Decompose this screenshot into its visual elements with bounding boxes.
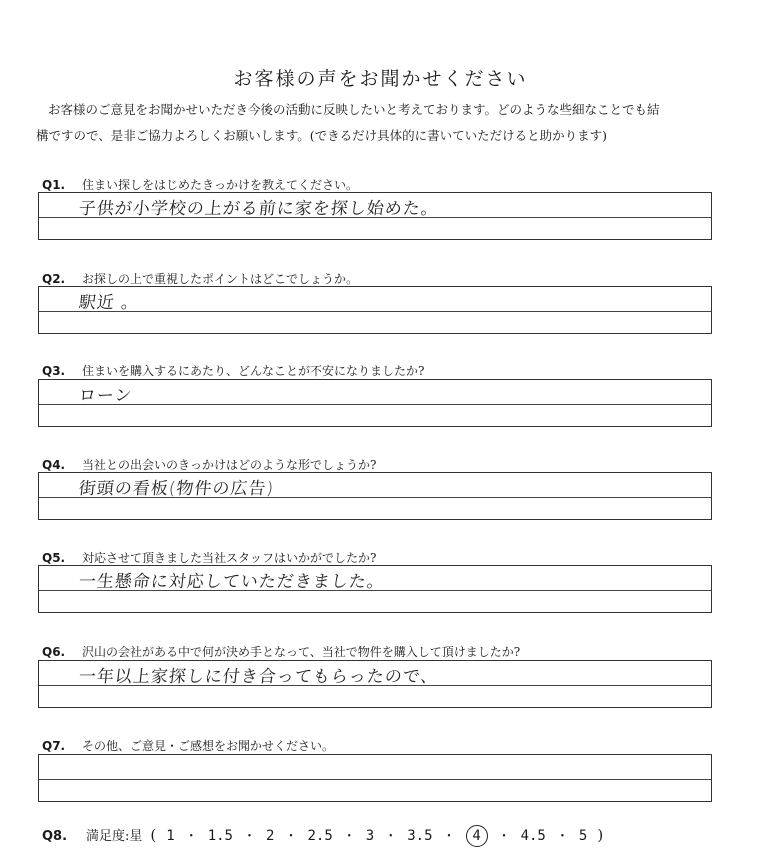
rating-separator: ・ — [342, 829, 356, 844]
rating-separator: ・ — [497, 829, 511, 844]
question-text: その他、ご意見・ご感想をお聞かせください。 — [82, 739, 335, 753]
rating-separator: ・ — [442, 829, 456, 844]
question-7 — [42, 737, 334, 754]
answer-line — [39, 311, 711, 312]
question-number: Q2. — [42, 272, 66, 286]
answer-box-5[interactable] — [38, 565, 712, 613]
rating-option[interactable]: 2 — [266, 828, 275, 844]
rating-label: 満足度:星 — [86, 829, 143, 844]
rating-option[interactable]: 3 — [365, 828, 375, 844]
intro-text — [36, 97, 736, 149]
question-2 — [42, 270, 358, 287]
question-text: 沢山の会社がある中で何が決め手となって、当社で物件を購入して頂けましたか? — [82, 645, 521, 659]
rating-options — [164, 829, 589, 844]
rating-option[interactable]: 2.5 — [307, 828, 333, 844]
rating-separator: ・ — [184, 829, 198, 844]
question-number: Q7. — [42, 739, 66, 753]
question-number: Q6. — [42, 645, 66, 659]
intro-line-2: 構ですので、是非ご協力よろしくお願いします。(できるだけ具体的に書いていただけると助かります) — [36, 128, 608, 143]
answer-box-7[interactable] — [38, 754, 712, 802]
satisfaction-rating — [42, 825, 611, 847]
answer-box-2[interactable] — [38, 286, 712, 334]
question-text: 当社との出会いのきっかけはどのような形でしょうか? — [82, 458, 377, 472]
rating-option[interactable]: 3.5 — [407, 828, 433, 844]
question-1 — [42, 176, 358, 193]
paren-open: ( — [150, 826, 157, 844]
form-title: お客様の声をお聞かせください — [233, 68, 528, 90]
question-5 — [42, 549, 376, 566]
question-6 — [42, 643, 520, 660]
question-number: Q3. — [42, 364, 66, 378]
answer-line — [39, 404, 711, 405]
question-text: お探しの上で重視したポイントはどこでしょうか。 — [82, 272, 359, 286]
rating-option[interactable]: 1 — [166, 828, 175, 844]
question-3 — [42, 362, 424, 379]
answer-box-1[interactable] — [38, 192, 712, 240]
question-number: Q8. — [42, 829, 68, 844]
rating-option[interactable]: 4.5 — [520, 828, 546, 844]
intro-line-1: お客様のご意見をお聞かせいただき今後の活動に反映したいと考えております。どのような些細なことでも結 — [48, 102, 660, 117]
question-number: Q4. — [42, 458, 66, 472]
question-4 — [42, 456, 376, 473]
paren-close: ) — [597, 826, 604, 844]
rating-separator: ・ — [384, 829, 398, 844]
handwritten-answer: 一生懸命に対応していただきました。 — [77, 572, 386, 592]
answer-box-6[interactable] — [38, 660, 712, 708]
handwritten-answer: 駅近 。 — [77, 293, 141, 313]
question-text: 住まいを購入するにあたり、どんなことが不安になりましたか? — [82, 364, 425, 378]
rating-separator: ・ — [555, 829, 569, 844]
answer-box-3[interactable] — [38, 379, 712, 427]
question-number: Q1. — [42, 178, 66, 192]
rating-separator: ・ — [284, 829, 298, 844]
handwritten-answer: 街頭の看板(物件の広告) — [77, 479, 276, 499]
question-number: Q5. — [42, 551, 66, 565]
question-text: 住まい探しをはじめたきっかけを教えてください。 — [82, 178, 359, 192]
rating-option[interactable]: 5 — [578, 828, 588, 844]
handwritten-answer: 一年以上家探しに付き合ってもらったので、 — [77, 667, 440, 687]
rating-option-selected[interactable]: 4 — [466, 825, 488, 847]
rating-separator: ・ — [243, 829, 257, 844]
handwritten-answer: ローン — [77, 386, 134, 406]
answer-line — [39, 779, 711, 780]
handwritten-answer: 子供が小学校の上がる前に家を探し始めた。 — [77, 199, 440, 219]
answer-box-4[interactable] — [38, 472, 712, 520]
rating-option[interactable]: 1.5 — [207, 828, 233, 844]
question-text: 対応させて頂きました当社スタッフはいかがでしたか? — [82, 551, 377, 565]
